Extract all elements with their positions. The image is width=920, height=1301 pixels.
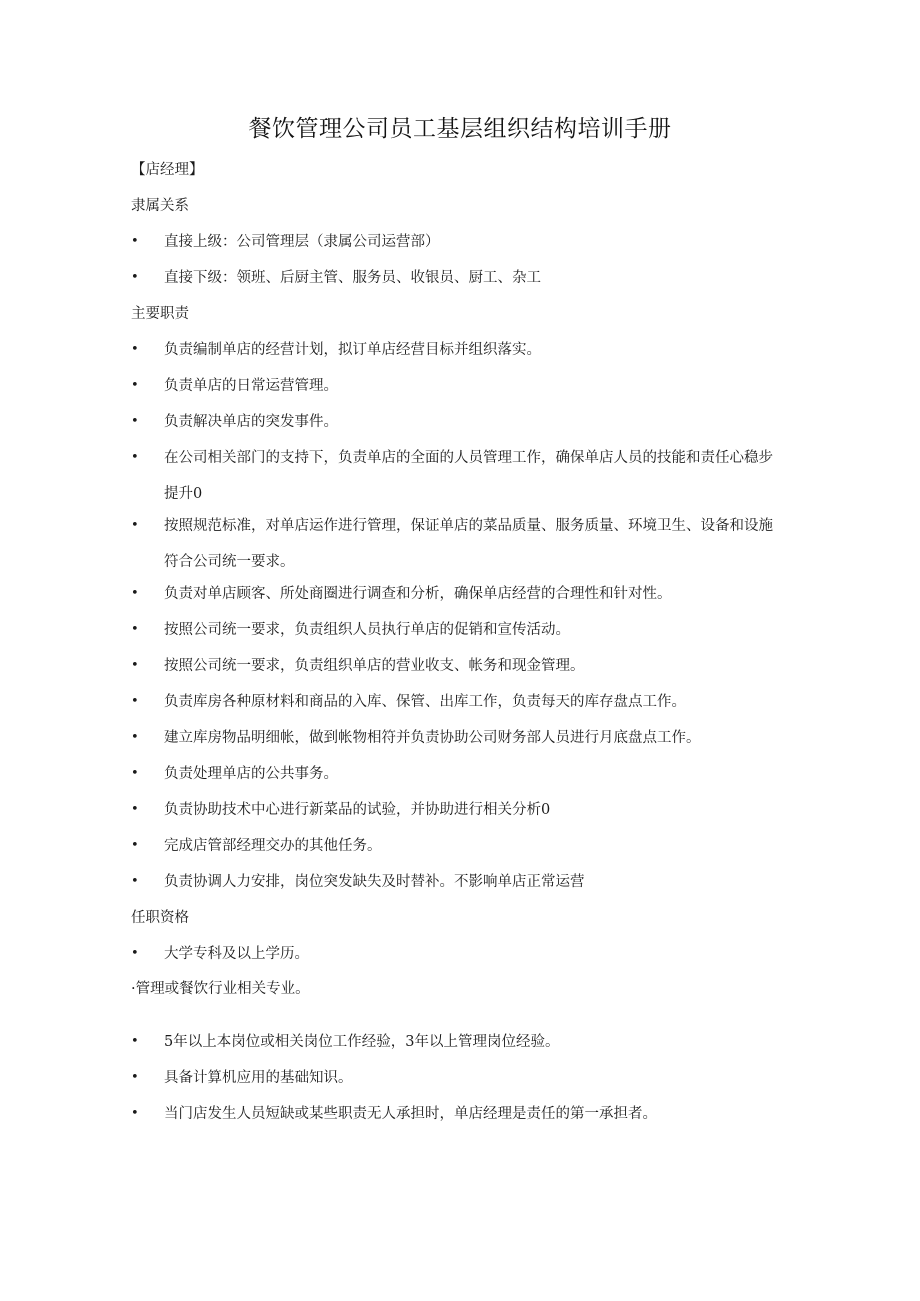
section-label: 【店经理】 [131, 162, 204, 178]
duties-heading: 主要职责 [131, 306, 189, 322]
list-item: • 大学专科及以上学历。 [131, 941, 781, 967]
bullet-icon: • [131, 694, 139, 709]
bullet-icon: • [131, 658, 139, 673]
list-item: • 负责对单店顾客、所处商圈进行调查和分析，确保单店经营的合理性和针对性。 [131, 581, 781, 607]
qualifications-list-first [131, 941, 781, 967]
bullet-icon: • [131, 342, 139, 357]
document-title: 餐饮管理公司员工基层组织结构培训手册 [248, 116, 672, 142]
duties-list [131, 337, 781, 895]
bullet-icon: • [131, 1034, 139, 1049]
bullet-icon: • [131, 234, 139, 249]
document-body [131, 157, 781, 1127]
bullet-icon: • [131, 1106, 139, 1121]
list-item: • 负责库房各种原材料和商品的入库、保管、出库工作，负责每天的库存盘点工作。 [131, 689, 781, 715]
list-item: • 负责单店的日常运营管理。 [131, 373, 781, 399]
list-item: • 5年以上本岗位或相关岗位工作经验，3年以上管理岗位经验。 [131, 1029, 781, 1055]
bullet-icon: • [131, 766, 139, 781]
bullet-icon: • [131, 586, 139, 601]
list-item: • 负责解决单店的突发事件。 [131, 409, 781, 435]
bullet-icon: • [131, 378, 139, 393]
list-item: • 建立库房物品明细帐，做到帐物相符并负责协助公司财务部人员进行月底盘点工作。 [131, 725, 781, 751]
bullet-icon: • [131, 518, 139, 533]
bullet-icon: • [131, 450, 139, 465]
relations-heading: 隶属关系 [131, 198, 189, 214]
list-item: • 按照规范标准，对单店运作进行管理，保证单店的菜品质量、服务质量、环境卫生、设备和设施符合公司统一要求。 [131, 508, 781, 580]
bullet-icon: • [131, 414, 139, 429]
bullet-icon: • [131, 874, 139, 889]
list-item: • 负责协助技术中心进行新菜品的试验，并协助进行相关分析0 [131, 797, 781, 823]
bullet-icon: • [131, 622, 139, 637]
list-item: • 当门店发生人员短缺或某些职责无人承担时，单店经理是责任的第一承担者。 [131, 1101, 781, 1127]
list-item: • 按照公司统一要求，负责组织人员执行单店的促销和宣传活动。 [131, 617, 781, 643]
relations-list [131, 229, 781, 291]
qualifications-heading: 任职资格 [131, 910, 189, 926]
list-item: • 按照公司统一要求，负责组织单店的营业收支、帐务和现金管理。 [131, 653, 781, 679]
bullet-icon: • [131, 730, 139, 745]
list-item: • 完成店管部经理交办的其他任务。 [131, 833, 781, 859]
qualifications-list [131, 1029, 781, 1127]
list-item: • 在公司相关部门的支持下，负责单店的全面的人员管理工作，确保单店人员的技能和责任心稳步提升0 [131, 440, 781, 512]
list-item: • 负责处理单店的公共事务。 [131, 761, 781, 787]
bullet-icon: • [131, 1070, 139, 1085]
bullet-icon: • [131, 946, 139, 961]
list-item: • 直接上级：公司管理层（隶属公司运营部） [131, 229, 781, 255]
bullet-icon: • [131, 802, 139, 817]
list-item: • 直接下级：领班、后厨主管、服务员、收银员、厨工、杂工 [131, 265, 781, 291]
list-item: • 负责编制单店的经营计划，拟订单店经营目标并组织落实。 [131, 337, 781, 363]
list-item: • 负责协调人力安排，岗位突发缺失及时替补。不影响单店正常运营 [131, 869, 781, 895]
qualification-free-line: ·管理或餐饮行业相关专业。 [131, 981, 310, 997]
list-item: • 具备计算机应用的基础知识。 [131, 1065, 781, 1091]
bullet-icon: • [131, 270, 139, 285]
bullet-icon: • [131, 838, 139, 853]
